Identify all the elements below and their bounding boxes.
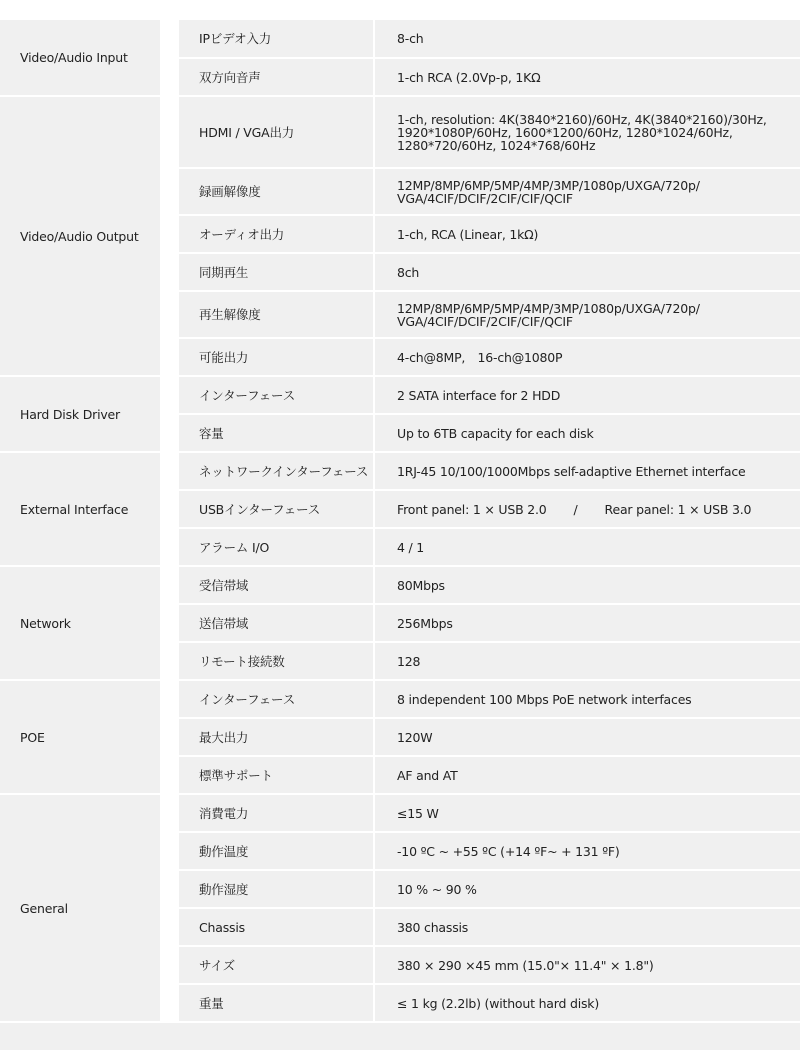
item-label: インターフェース	[170, 376, 375, 414]
item-value: 8ch	[374, 253, 800, 291]
spec-sheet	[0, 20, 800, 1050]
spec-table	[0, 20, 800, 1023]
item-label: 可能出力	[170, 338, 375, 376]
item-value: 8-ch	[374, 20, 800, 58]
table-row	[0, 680, 800, 718]
item-label: 受信帯域	[170, 566, 375, 604]
item-label: アラーム I/O	[170, 528, 375, 566]
item-value: ≤ 1 kg (2.2lb) (without hard disk)	[374, 984, 800, 1022]
table-row	[0, 20, 800, 58]
item-value: 128	[374, 642, 800, 680]
item-label: ネットワークインターフェース	[170, 452, 375, 490]
item-value: 4-ch@8MP, 16-ch@1080P	[374, 338, 800, 376]
item-label: 再生解像度	[170, 291, 375, 338]
category-cell: POE	[0, 680, 170, 794]
table-row	[0, 452, 800, 490]
item-value	[374, 291, 800, 338]
item-label: 送信帯域	[170, 604, 375, 642]
item-label: IPビデオ入力	[170, 20, 375, 58]
item-label: オーディオ出力	[170, 215, 375, 253]
table-row	[0, 566, 800, 604]
item-label: 動作温度	[170, 832, 375, 870]
item-value: 380 chassis	[374, 908, 800, 946]
item-value: ≤15 W	[374, 794, 800, 832]
table-row	[0, 96, 800, 168]
item-label: 同期再生	[170, 253, 375, 291]
item-value: AF and AT	[374, 756, 800, 794]
item-value: 1RJ-45 10/100/1000Mbps self-adaptive Ethernet interface	[374, 452, 800, 490]
table-row	[0, 376, 800, 414]
item-value: 2 SATA interface for 2 HDD	[374, 376, 800, 414]
item-value: 8 independent 100 Mbps PoE network interfaces	[374, 680, 800, 718]
item-value: 380 × 290 ×45 mm (15.0"× 11.4" × 1.8")	[374, 946, 800, 984]
item-label: USBインターフェース	[170, 490, 375, 528]
item-label: サイズ	[170, 946, 375, 984]
item-label: HDMI / VGA出力	[170, 96, 375, 168]
category-cell: Network	[0, 566, 170, 680]
item-value: -10 ºC ~ +55 ºC (+14 ºF~ + 131 ºF)	[374, 832, 800, 870]
item-label: 重量	[170, 984, 375, 1022]
item-value	[374, 168, 800, 215]
value-part: Front panel: 1 × USB 2.0	[397, 501, 547, 517]
item-label: Chassis	[170, 908, 375, 946]
item-label: インターフェース	[170, 680, 375, 718]
value-line: 12MP/8MP/6MP/5MP/4MP/3MP/1080p/UXGA/720p/	[397, 300, 700, 316]
category-cell: General	[0, 794, 170, 1022]
category-cell: Video/Audio Input	[0, 20, 170, 96]
item-value: 1-ch, RCA (Linear, 1kΩ)	[374, 215, 800, 253]
item-value: Up to 6TB capacity for each disk	[374, 414, 800, 452]
item-value: 120W	[374, 718, 800, 756]
value-line: 12MP/8MP/6MP/5MP/4MP/3MP/1080p/UXGA/720p/	[397, 177, 700, 193]
category-cell: External Interface	[0, 452, 170, 566]
item-label: 消費電力	[170, 794, 375, 832]
item-label: 容量	[170, 414, 375, 452]
value-line: 1-ch, resolution: 4K(3840*2160)/60Hz, 4K(3840*2160)/30Hz,	[397, 111, 767, 127]
item-value	[374, 490, 800, 528]
value-part: /	[573, 501, 578, 517]
category-cell: Hard Disk Driver	[0, 376, 170, 452]
item-value: 4 / 1	[374, 528, 800, 566]
item-label: 録画解像度	[170, 168, 375, 215]
category-cell: Video/Audio Output	[0, 96, 170, 376]
value-part: Rear panel: 1 × USB 3.0	[604, 501, 752, 517]
item-label: リモート接続数	[170, 642, 375, 680]
item-label: 標準サポート	[170, 756, 375, 794]
item-value	[374, 96, 800, 168]
item-value: 1-ch RCA (2.0Vp-p, 1KΩ	[374, 58, 800, 96]
item-value: 80Mbps	[374, 566, 800, 604]
item-label: 動作湿度	[170, 870, 375, 908]
item-label: 最大出力	[170, 718, 375, 756]
table-row	[0, 794, 800, 832]
value-line: 1920*1080P/60Hz, 1600*1200/60Hz, 1280*1024/60Hz,	[397, 124, 733, 140]
item-label: 双方向音声	[170, 58, 375, 96]
value-line: 1280*720/60Hz, 1024*768/60Hz	[397, 137, 596, 153]
value-line: VGA/4CIF/DCIF/2CIF/CIF/QCIF	[397, 190, 573, 206]
item-value: 256Mbps	[374, 604, 800, 642]
item-value: 10 % ~ 90 %	[374, 870, 800, 908]
value-line: VGA/4CIF/DCIF/2CIF/CIF/QCIF	[397, 313, 573, 329]
